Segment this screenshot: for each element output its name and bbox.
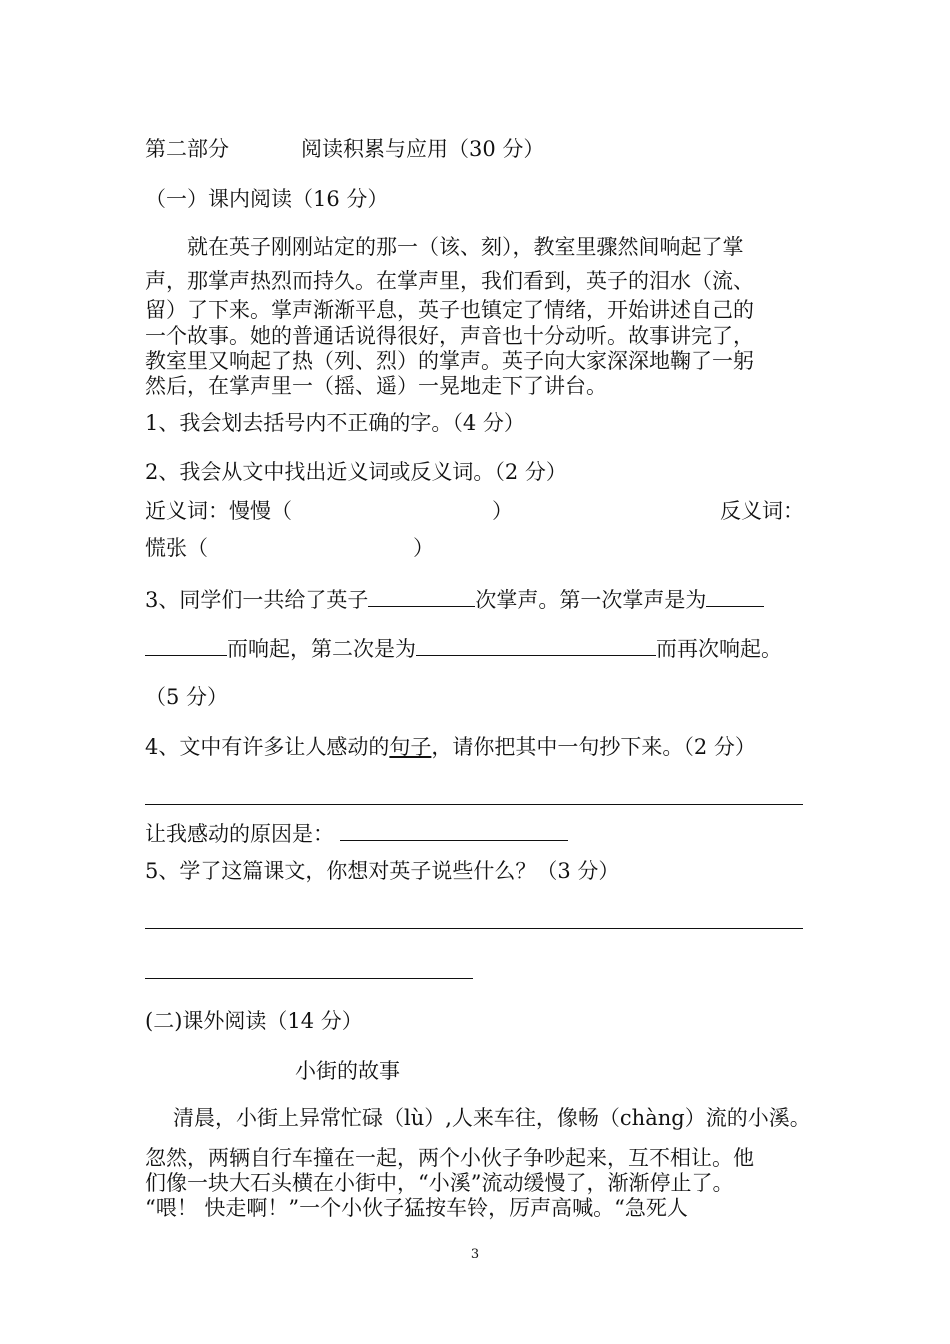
- section-part-label: 第二部分: [145, 137, 229, 161]
- passage1-line: 留）了下来。掌声渐渐平息，英子也镇定了情绪，开始讲述自己的: [145, 298, 754, 322]
- synonym-label: 近义词：慢慢（: [145, 499, 292, 523]
- q3-text-c: 而响起，第二次是为: [227, 637, 416, 661]
- q4-reason-label: 让我感动的原因是：: [145, 822, 334, 846]
- q3-text-a: 3、同学们一共给了英子: [145, 588, 369, 612]
- q4-text-suffix: ，请你把其中一句抄下来。（2 分）: [431, 735, 756, 759]
- q3-blank-first-b[interactable]: [145, 635, 227, 656]
- antonym-close-paren: ）: [413, 536, 434, 560]
- question-4: [145, 734, 756, 760]
- q4-underlined-word: 句子: [389, 735, 432, 759]
- passage1-line: 然后，在掌声里一（摇、遥）一晃地走下了讲台。: [145, 374, 607, 398]
- q3-text-b: 次掌声。第一次掌声是为: [475, 588, 707, 612]
- q4-reason-blank[interactable]: [340, 820, 568, 841]
- section-header: [145, 136, 544, 162]
- antonym-label: 反义词：: [720, 499, 804, 523]
- passage2-line: “喂！ 快走啊！”一个小伙子猛按车铃，厉声高喊。“急死人: [145, 1196, 688, 1220]
- q5-answer-line[interactable]: [145, 928, 803, 929]
- q3-blank-count[interactable]: [368, 586, 475, 607]
- question-2-antonym: [145, 535, 434, 561]
- passage1-line: 教室里又响起了热（列、烈）的掌声。英子向大家深深地鞠了一躬: [145, 349, 754, 373]
- antonym-word: 慌张（: [145, 536, 208, 560]
- passage2-line: 忽然，两辆自行车撞在一起，两个小伙子争吵起来，互不相让。他: [145, 1146, 754, 1170]
- synonym-close-paren: ）: [492, 499, 513, 523]
- q3-blank-second[interactable]: [416, 635, 656, 656]
- question-5: 5、学了这篇课文，你想对英子说些什么？（3 分）: [145, 859, 620, 883]
- passage1-line: 就在英子刚刚站定的那一（该、刻），教室里骤然间响起了掌: [187, 235, 744, 259]
- q4-text-prefix: 4、文中有许多让人感动的: [145, 735, 390, 759]
- q3-text-d: 而再次响起。: [656, 637, 782, 661]
- question-3-score: （5 分）: [145, 685, 229, 709]
- part1-title: （一）课内阅读（16 分）: [145, 187, 389, 211]
- q4-answer-line[interactable]: [145, 804, 803, 805]
- passage1-line: 声，那掌声热烈而持久。在掌声里，我们看到，英子的泪水（流、: [145, 269, 754, 293]
- part2-title: (二)课外阅读（14 分）: [145, 1009, 363, 1033]
- question-2-prompt: 2、我会从文中找出近义词或反义词。（2 分）: [145, 460, 567, 484]
- story-title: 小街的故事: [295, 1059, 400, 1083]
- question-3-line2: [145, 635, 782, 662]
- q5-answer-line[interactable]: [145, 978, 473, 979]
- page-number: 3: [470, 1247, 480, 1262]
- question-2-synonym: [145, 498, 513, 524]
- q3-blank-first-a[interactable]: [706, 586, 764, 607]
- q4-reason: [145, 820, 568, 847]
- passage2-line: 清晨，小街上异常忙碌（lù）,人来车往，像畅（chàng）流的小溪。: [173, 1106, 811, 1130]
- question-3-line1: [145, 586, 764, 613]
- passage1-line: 一个故事。她的普通话说得很好，声音也十分动听。故事讲完了，: [145, 324, 754, 348]
- passage2-line: 们像一块大石头横在小街中，“小溪”流动缓慢了，渐渐停止了。: [145, 1171, 734, 1195]
- section-title: 阅读积累与应用（30 分）: [301, 137, 545, 161]
- question-1: 1、我会划去括号内不正确的字。（4 分）: [145, 411, 525, 435]
